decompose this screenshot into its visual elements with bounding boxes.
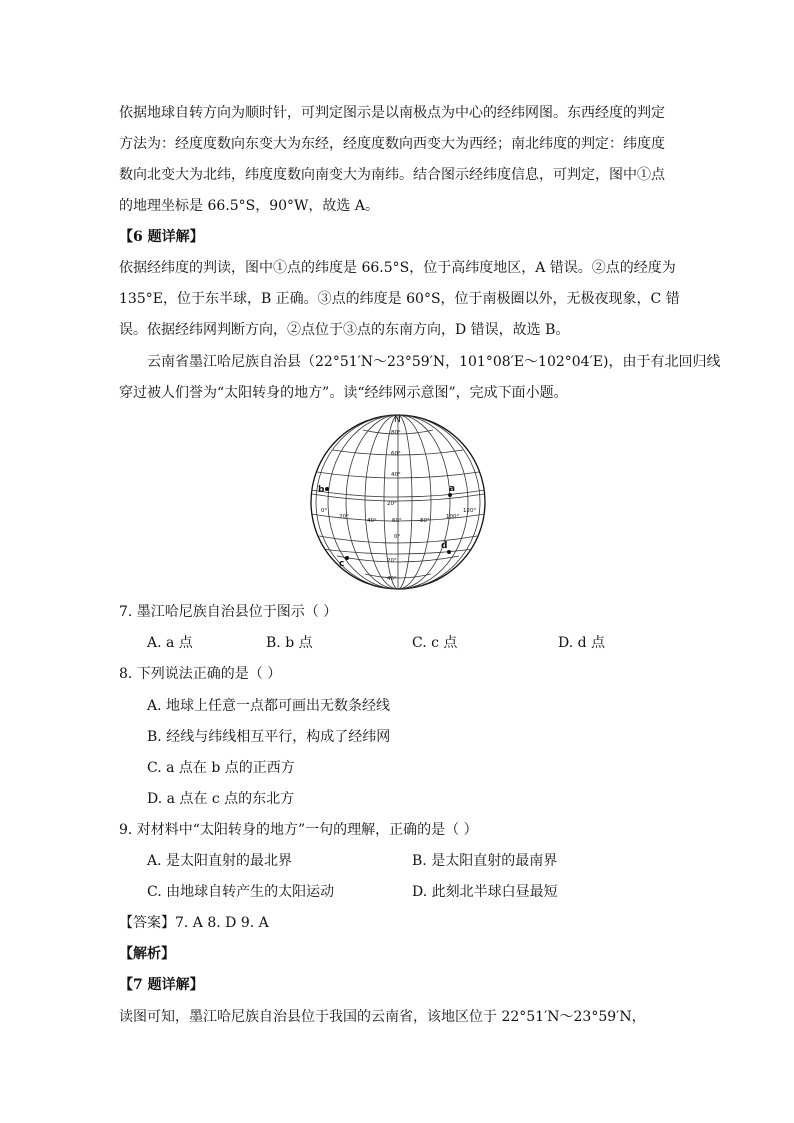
- q9-option-b[interactable]: B. 是太阳直射的最南界: [412, 853, 558, 869]
- lon-label: 80°: [420, 518, 430, 524]
- section-heading: 【7 题详解】: [119, 977, 204, 993]
- analysis-heading: 【解析】: [119, 946, 175, 962]
- paragraph-line: 误。依据经纬网判断方向，②点位于③点的东南方向，D 错误，故选 B。: [119, 322, 570, 338]
- section-heading: 【6 题详解】: [119, 229, 204, 245]
- point-c-label: c: [339, 559, 345, 569]
- lat-label: 20°: [387, 558, 397, 564]
- lon-label: 40°: [367, 518, 377, 524]
- question-9-stem: 9. 对材料中“太阳转身的地方”一句的理解，正确的是（ ）: [119, 822, 478, 838]
- paragraph-line: 的地理坐标是 66.5°S，90°W，故选 A。: [119, 198, 379, 214]
- question-7-stem: 7. 墨江哈尼族自治县位于图示（ ）: [119, 604, 338, 620]
- paragraph-line: 135°E，位于东半球，B 正确。③点的纬度是 60°S，位于南极圈以外，无极夜现象，C 错: [119, 291, 680, 307]
- q7-option-c[interactable]: C. c 点: [412, 635, 458, 651]
- lon-label: 100°: [446, 514, 460, 520]
- q8-option-c[interactable]: C. a 点在 b 点的正西方: [147, 760, 295, 776]
- q7-option-b[interactable]: B. b 点: [266, 635, 313, 651]
- question-8-stem: 8. 下列说法正确的是（ ）: [119, 666, 282, 682]
- paragraph-line: 读图可知，墨江哈尼族自治县位于我国的云南省，该地区位于 22°51′N～23°59′N，: [119, 1009, 646, 1025]
- lon-label: 20°: [339, 514, 349, 520]
- graticule-figure: [303, 410, 493, 590]
- point-d-label: d: [441, 541, 448, 551]
- lon-label: 0°: [321, 508, 328, 514]
- q8-option-d[interactable]: D. a 点在 c 点的东北方: [147, 791, 295, 807]
- point-a-label: a: [449, 484, 456, 494]
- lon-label: 60°: [392, 518, 402, 524]
- q9-option-c[interactable]: C. 由地球自转产生的太阳运动: [147, 884, 335, 900]
- lat-label: 40°: [387, 576, 397, 582]
- answer-line: 【答案】7. A 8. D 9. A: [119, 915, 269, 931]
- paragraph-line: 依据经纬度的判读，图中①点的纬度是 66.5°S，位于高纬度地区，A 错误。②点的经度为: [119, 260, 676, 276]
- paragraph-line: 数向北变大为北纬，纬度度数向南变大为南纬。结合图示经纬度信息，可判定，图中①点: [119, 167, 665, 183]
- paragraph-line: 穿过被人们誉为“太阳转身的地方”。读“经纬网示意图”，完成下面小题。: [119, 385, 568, 401]
- lat-label: 60°: [391, 451, 401, 457]
- globe-diagram: [303, 410, 493, 590]
- lon-label: 120°: [463, 508, 477, 514]
- point-b-marker: [325, 487, 329, 491]
- lat-label: 40°: [391, 472, 401, 478]
- point-c-marker: [345, 556, 349, 560]
- lat-label: 80°: [391, 430, 401, 436]
- q8-option-b[interactable]: B. 经线与纬线相互平行，构成了经纬网: [147, 729, 391, 745]
- paragraph-line: 方法为：经度度数向东变大为东经，经度度数向西变大为西经；南北纬度的判定：纬度度: [119, 136, 665, 152]
- q7-option-a[interactable]: A. a 点: [147, 635, 193, 651]
- q7-option-d[interactable]: D. d 点: [558, 635, 606, 651]
- paragraph-line: 依据地球自转方向为顺时针，可判定图示是以南极点为中心的经纬网图。东西经度的判定: [119, 105, 665, 121]
- q9-option-d[interactable]: D. 此刻北半球白昼最短: [412, 884, 558, 900]
- point-d-marker: [447, 550, 451, 554]
- q8-option-a[interactable]: A. 地球上任意一点都可画出无数条经线: [147, 698, 391, 714]
- q9-option-a[interactable]: A. 是太阳直射的最北界: [147, 853, 293, 869]
- point-b-label: b: [318, 485, 325, 495]
- lat-label: 0°: [394, 534, 401, 540]
- north-label: N: [394, 415, 401, 425]
- lat-label: 20°: [387, 501, 397, 507]
- paragraph-line: 云南省墨江哈尼族自治县（22°51′N～23°59′N，101°08′E～102°04′E)，由于有北回归线: [147, 354, 721, 370]
